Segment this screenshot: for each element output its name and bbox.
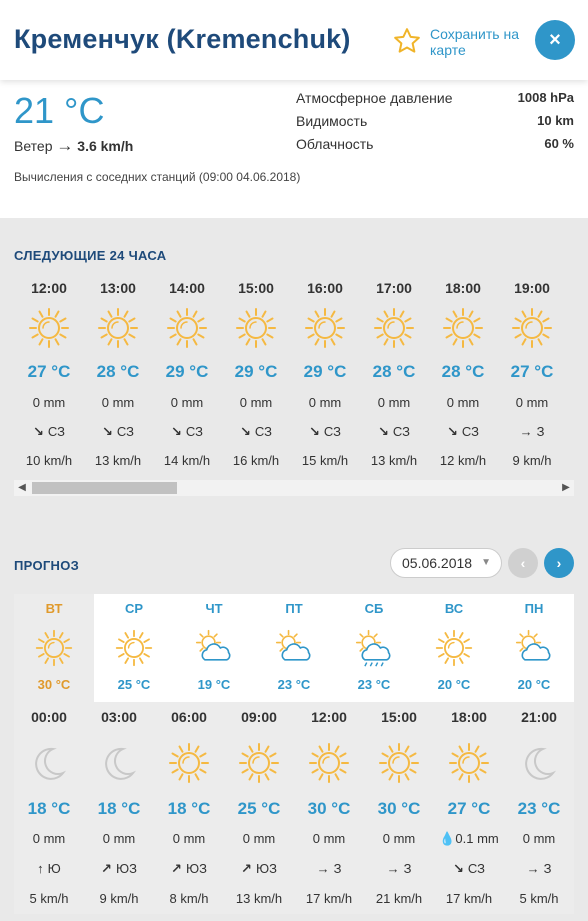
day-tab[interactable] bbox=[254, 594, 334, 702]
stat-value: 1008 hPa bbox=[517, 90, 574, 105]
stats-table bbox=[296, 90, 574, 159]
forecast-hour-time: 18:00 bbox=[451, 709, 487, 725]
date-select-value: 05.06.2018 bbox=[402, 555, 473, 571]
next-24-hours-title: СЛЕДУЮЩИЕ 24 ЧАСА bbox=[14, 248, 167, 263]
forecast-hour-time: 15:00 bbox=[381, 709, 417, 725]
wind-direction-label: З bbox=[543, 861, 552, 876]
wind-arrow-icon: ↘ bbox=[377, 424, 389, 439]
wind-label: Ветер bbox=[14, 138, 53, 154]
wind-direction-label: СЗ bbox=[323, 424, 341, 439]
wind-arrow-icon: ↘ bbox=[452, 861, 464, 876]
forecast-hour-temperature: 30 °C bbox=[377, 799, 421, 818]
hour-precipitation: 0 mm bbox=[515, 395, 549, 410]
hour-wind-speed: 14 km/h bbox=[163, 453, 211, 468]
day-name: СР bbox=[124, 601, 144, 616]
forecast-hour-precipitation: 0 mm bbox=[382, 831, 416, 846]
forecast-hour-temperature: 23 °C bbox=[517, 799, 561, 818]
hour-time: 14:00 bbox=[169, 280, 205, 296]
close-button[interactable]: × bbox=[535, 20, 575, 60]
hour-temperature: 29 °C bbox=[303, 362, 347, 381]
hour-column bbox=[359, 280, 429, 475]
forecast-hour-precipitation: 0 mm bbox=[32, 831, 66, 846]
forecast-hour-precipitation: 0 mm bbox=[172, 831, 206, 846]
forecast-hour-temperature: 18 °C bbox=[27, 799, 71, 818]
sun-icon bbox=[497, 300, 567, 356]
next-24-hours-section bbox=[0, 218, 588, 528]
wind-arrow-icon: ↗ bbox=[171, 861, 182, 876]
wind-arrow-icon: ↘ bbox=[170, 424, 182, 439]
moon-icon bbox=[84, 732, 154, 794]
hour-wind-direction bbox=[359, 417, 429, 446]
wind-direction-label: СЗ bbox=[392, 424, 410, 439]
current-conditions bbox=[0, 80, 588, 218]
hour-column bbox=[497, 280, 567, 475]
wind-arrow-icon: → bbox=[56, 136, 74, 155]
wind-arrow-icon: ↘ bbox=[32, 424, 44, 439]
forecast-hour-precipitation: 0 mm bbox=[522, 831, 556, 846]
next-day-button[interactable] bbox=[544, 548, 574, 578]
forecast-hour-wind-direction bbox=[14, 854, 84, 884]
forecast-hour-wind-direction bbox=[504, 854, 574, 884]
wind-direction-label: СЗ bbox=[467, 861, 485, 876]
wind-arrow-icon: → bbox=[526, 861, 540, 876]
wind-direction-label: СЗ bbox=[47, 424, 65, 439]
hour-precipitation: 0 mm bbox=[308, 395, 342, 410]
hour-temperature: 27 °C bbox=[510, 362, 554, 381]
forecast-hour-wind-direction bbox=[434, 854, 504, 884]
scroll-thumb[interactable] bbox=[32, 482, 177, 494]
wind-direction-label: ЮЗ bbox=[255, 861, 277, 876]
sun-cloud-icon bbox=[494, 624, 574, 672]
hour-wind-speed: 9 km/h bbox=[512, 453, 552, 468]
moon-icon bbox=[504, 732, 574, 794]
stat-label: Атмосферное давление bbox=[296, 90, 453, 106]
stat-value: 60 % bbox=[544, 136, 574, 151]
wind-arrow-icon: → bbox=[386, 861, 400, 876]
wind-direction-label: З bbox=[333, 861, 342, 876]
day-temperature: 23 °C bbox=[277, 677, 311, 692]
wind-direction-label: ЮЗ bbox=[185, 861, 207, 876]
day-name: ВС bbox=[444, 601, 464, 616]
hour-wind-direction bbox=[290, 417, 360, 446]
sun-icon bbox=[294, 732, 364, 794]
hour-precipitation: 0 mm bbox=[239, 395, 273, 410]
current-temperature: 21 °C bbox=[14, 90, 105, 131]
forecast-hour-wind-speed: 5 km/h bbox=[29, 891, 69, 906]
forecast-hour-column bbox=[154, 702, 224, 914]
hour-temperature: 29 °C bbox=[234, 362, 278, 381]
day-name: ПТ bbox=[285, 601, 303, 616]
day-name: ЧТ bbox=[205, 601, 223, 616]
hour-time: 19:00 bbox=[514, 280, 550, 296]
sun-cloud-icon bbox=[254, 624, 334, 672]
sun-icon bbox=[428, 300, 498, 356]
forecast-hour-time: 09:00 bbox=[241, 709, 277, 725]
day-tab[interactable] bbox=[14, 594, 94, 702]
hour-wind-direction bbox=[221, 417, 291, 446]
hour-time: 12:00 bbox=[31, 280, 67, 296]
forecast-hour-wind-direction bbox=[294, 854, 364, 884]
hour-wind-speed: 15 km/h bbox=[301, 453, 349, 468]
hour-wind-direction bbox=[428, 417, 498, 446]
wind-arrow-icon: ↑ bbox=[37, 861, 44, 876]
sun-icon bbox=[154, 732, 224, 794]
hour-wind-direction bbox=[152, 417, 222, 446]
forecast-hour-temperature: 18 °C bbox=[97, 799, 141, 818]
hour-temperature: 28 °C bbox=[96, 362, 140, 381]
wind-arrow-icon: ↘ bbox=[446, 424, 458, 439]
day-temperature: 23 °C bbox=[357, 677, 391, 692]
hour-precipitation: 0 mm bbox=[101, 395, 135, 410]
hour-wind-speed: 12 km/h bbox=[439, 453, 487, 468]
forecast-hour-wind-speed: 13 km/h bbox=[235, 891, 283, 906]
hour-wind-direction bbox=[497, 417, 567, 446]
sun-icon bbox=[359, 300, 429, 356]
hour-precipitation: 0 mm bbox=[170, 395, 204, 410]
forecast-hour-wind-direction bbox=[224, 854, 294, 884]
hour-time: 18:00 bbox=[445, 280, 481, 296]
hour-time: 13:00 bbox=[100, 280, 136, 296]
sun-icon bbox=[94, 624, 174, 672]
forecast-hour-time: 06:00 bbox=[171, 709, 207, 725]
hour-wind-speed: 13 km/h bbox=[94, 453, 142, 468]
hour-temperature: 28 °C bbox=[372, 362, 416, 381]
rain-cloud-icon bbox=[334, 624, 414, 672]
city-title: Кременчук (Kremenchuk) bbox=[14, 24, 351, 54]
stat-row-pressure bbox=[296, 90, 574, 113]
hour-column bbox=[83, 280, 153, 475]
sun-icon bbox=[434, 732, 504, 794]
chevron-left-icon: ‹ bbox=[520, 555, 526, 571]
sun-icon bbox=[221, 300, 291, 356]
forecast-hour-wind-speed: 8 km/h bbox=[169, 891, 209, 906]
chevron-down-icon: ▼ bbox=[481, 557, 491, 568]
prev-day-button[interactable] bbox=[508, 548, 538, 578]
forecast-hour-temperature: 18 °C bbox=[167, 799, 211, 818]
wind-direction-label: Ю bbox=[47, 861, 61, 876]
sun-icon bbox=[14, 624, 94, 672]
forecast-hour-time: 21:00 bbox=[521, 709, 557, 725]
forecast-hour-wind-speed: 17 km/h bbox=[445, 891, 493, 906]
forecast-hour-wind-direction bbox=[364, 854, 434, 884]
save-label[interactable]: Сохранить на карте bbox=[430, 26, 519, 58]
forecast-section bbox=[0, 528, 588, 921]
wind-direction-label: З bbox=[403, 861, 412, 876]
sun-icon bbox=[290, 300, 360, 356]
sun-icon bbox=[224, 732, 294, 794]
hour-precipitation: 0 mm bbox=[377, 395, 411, 410]
stat-row-visibility bbox=[296, 113, 574, 136]
hour-column bbox=[152, 280, 222, 475]
day-name: ВТ bbox=[45, 601, 63, 616]
forecast-hour-temperature: 27 °C bbox=[447, 799, 491, 818]
forecast-hour-column bbox=[14, 702, 84, 914]
day-tab[interactable] bbox=[414, 594, 494, 702]
hour-column bbox=[290, 280, 360, 475]
sun-icon bbox=[14, 300, 84, 356]
hour-column bbox=[14, 280, 84, 475]
scroll-right-arrow-icon[interactable]: ▶ bbox=[562, 482, 570, 493]
hour-temperature: 27 °C bbox=[27, 362, 71, 381]
forecast-hour-column bbox=[434, 702, 504, 914]
day-tab[interactable] bbox=[334, 594, 414, 702]
wind-arrow-icon: ↘ bbox=[101, 424, 113, 439]
wind-arrow-icon: ↘ bbox=[239, 424, 251, 439]
stat-row-cloudiness bbox=[296, 136, 574, 159]
hour-time: 16:00 bbox=[307, 280, 343, 296]
stat-label: Видимость bbox=[296, 113, 368, 129]
hour-wind-direction bbox=[83, 417, 153, 446]
wind-direction-label: СЗ bbox=[116, 424, 134, 439]
wind-arrow-icon: → bbox=[316, 861, 330, 876]
forecast-hour-time: 00:00 bbox=[31, 709, 67, 725]
sun-icon bbox=[152, 300, 222, 356]
sun-cloud-icon bbox=[174, 624, 254, 672]
hourly-scrollbar[interactable] bbox=[14, 480, 574, 496]
forecast-hour-temperature: 30 °C bbox=[307, 799, 351, 818]
wind-arrow-icon: ↘ bbox=[308, 424, 320, 439]
hour-wind-speed: 13 km/h bbox=[370, 453, 418, 468]
forecast-hour-precipitation: 💧0.1 mm bbox=[439, 831, 499, 846]
forecast-hour-wind-speed: 9 km/h bbox=[99, 891, 139, 906]
forecast-hour-wind-speed: 17 km/h bbox=[305, 891, 353, 906]
day-temperature: 30 °C bbox=[37, 677, 71, 692]
day-temperature: 25 °C bbox=[117, 677, 151, 692]
forecast-hour-wind-direction bbox=[84, 854, 154, 884]
hour-wind-direction bbox=[14, 417, 84, 446]
scroll-left-arrow-icon[interactable]: ◀ bbox=[18, 482, 26, 493]
forecast-hour-column bbox=[224, 702, 294, 914]
wind-direction-label: СЗ bbox=[461, 424, 479, 439]
day-temperature: 19 °C bbox=[197, 677, 231, 692]
stat-value: 10 km bbox=[537, 113, 574, 128]
wind-direction-label: СЗ bbox=[254, 424, 272, 439]
forecast-hour-column bbox=[364, 702, 434, 914]
forecast-hour-precipitation: 0 mm bbox=[312, 831, 346, 846]
hour-time: 17:00 bbox=[376, 280, 412, 296]
forecast-hour-wind-speed: 5 km/h bbox=[519, 891, 559, 906]
hour-column bbox=[221, 280, 291, 475]
forecast-title: ПРОГНОЗ bbox=[14, 558, 80, 573]
day-tab[interactable] bbox=[494, 594, 574, 702]
wind-value: 3.6 km/h bbox=[77, 138, 134, 154]
wind-arrow-icon: ↗ bbox=[241, 861, 252, 876]
sun-icon bbox=[414, 624, 494, 672]
day-name: ПН bbox=[524, 601, 544, 616]
forecast-hour-column bbox=[84, 702, 154, 914]
day-temperature: 20 °C bbox=[517, 677, 551, 692]
hour-precipitation: 0 mm bbox=[32, 395, 66, 410]
hour-wind-speed: 10 km/h bbox=[25, 453, 73, 468]
current-wind bbox=[14, 136, 133, 156]
sun-icon bbox=[364, 732, 434, 794]
day-hours-list bbox=[14, 702, 574, 914]
forecast-hour-column bbox=[504, 702, 574, 914]
wind-direction-label: СЗ bbox=[185, 424, 203, 439]
day-tab[interactable] bbox=[174, 594, 254, 702]
hour-wind-speed: 16 km/h bbox=[232, 453, 280, 468]
moon-icon bbox=[14, 732, 84, 794]
wind-direction-label: З bbox=[536, 424, 545, 439]
forecast-hour-time: 12:00 bbox=[311, 709, 347, 725]
hour-temperature: 28 °C bbox=[441, 362, 485, 381]
header bbox=[0, 0, 588, 80]
day-tab[interactable] bbox=[94, 594, 174, 702]
wind-arrow-icon: ↗ bbox=[101, 861, 112, 876]
wind-direction-label: ЮЗ bbox=[115, 861, 137, 876]
forecast-hour-wind-direction bbox=[154, 854, 224, 884]
hour-time: 15:00 bbox=[238, 280, 274, 296]
day-tabs bbox=[14, 594, 574, 702]
day-name: СБ bbox=[364, 601, 384, 616]
forecast-hour-wind-speed: 21 km/h bbox=[375, 891, 423, 906]
forecast-hour-temperature: 25 °C bbox=[237, 799, 281, 818]
forecast-hour-time: 03:00 bbox=[101, 709, 137, 725]
hour-precipitation: 0 mm bbox=[446, 395, 480, 410]
chevron-right-icon: › bbox=[556, 555, 562, 571]
forecast-hour-precipitation: 0 mm bbox=[242, 831, 276, 846]
forecast-hour-column bbox=[294, 702, 364, 914]
forecast-hour-precipitation: 0 mm bbox=[102, 831, 136, 846]
hour-temperature: 29 °C bbox=[165, 362, 209, 381]
day-temperature: 20 °C bbox=[437, 677, 471, 692]
calc-note: Вычисления с соседних станций (09:00 04.06.2018) bbox=[14, 170, 301, 184]
sun-icon bbox=[83, 300, 153, 356]
wind-arrow-icon: → bbox=[519, 424, 533, 439]
star-icon bbox=[392, 26, 422, 56]
stat-label: Облачность bbox=[296, 136, 374, 152]
save-to-map-button[interactable] bbox=[392, 26, 519, 58]
date-select[interactable] bbox=[390, 548, 502, 578]
hour-column bbox=[428, 280, 498, 475]
